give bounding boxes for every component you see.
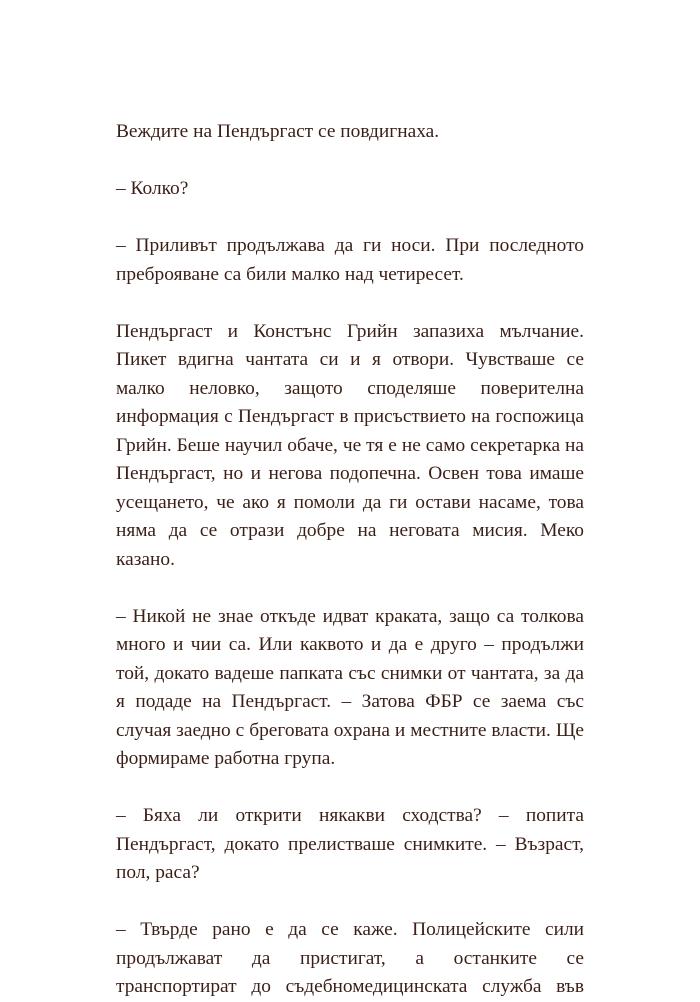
paragraph: – Твърде рано е да се каже. Полицейските сили продължават да пристигат, а останките се транспортират до съдебномедицинската служба във: [116, 919, 584, 997]
paragraph: – Колко?: [116, 178, 189, 199]
paragraph: Пендъргаст и Констънс Грийн запазиха мълчание. Пикет вдигна чантата си и я отвори. Чувстваше се малко неловко, защото споделяше поверителна информация с Пендъргаст в присъствието на госпожица Грийн. Беше научил обаче, че тя е не само секретарка на Пендъргаст, но и негова подопечна. Освен това имаше усещането, че ако я помоли да ги остави насаме, това няма да се отрази добре на неговата мисия. Меко казано.: [116, 320, 584, 570]
body-text: [116, 118, 584, 1002]
paragraph: Веждите на Пендъргаст се повдигнаха.: [116, 121, 440, 142]
paragraph: – Приливът продължава да ги носи. При последното преброяване са били малко над четиресет.: [116, 235, 584, 285]
paragraph: – Бяха ли открити някакви сходства? – попита Пендъргаст, докато прелистваше снимките. – Възраст, пол, раса?: [116, 805, 584, 883]
paragraph: – Никой не знае откъде идват краката, защо са толкова много и чии са. Или каквото и да е друго – продължи той, докато вадеше папката със снимки от чантата, за да я подаде на Пендъргаст. – Затова ФБР се заема със случая заедно с бреговата охрана и местните власти. Ще формираме работна група.: [116, 605, 584, 769]
